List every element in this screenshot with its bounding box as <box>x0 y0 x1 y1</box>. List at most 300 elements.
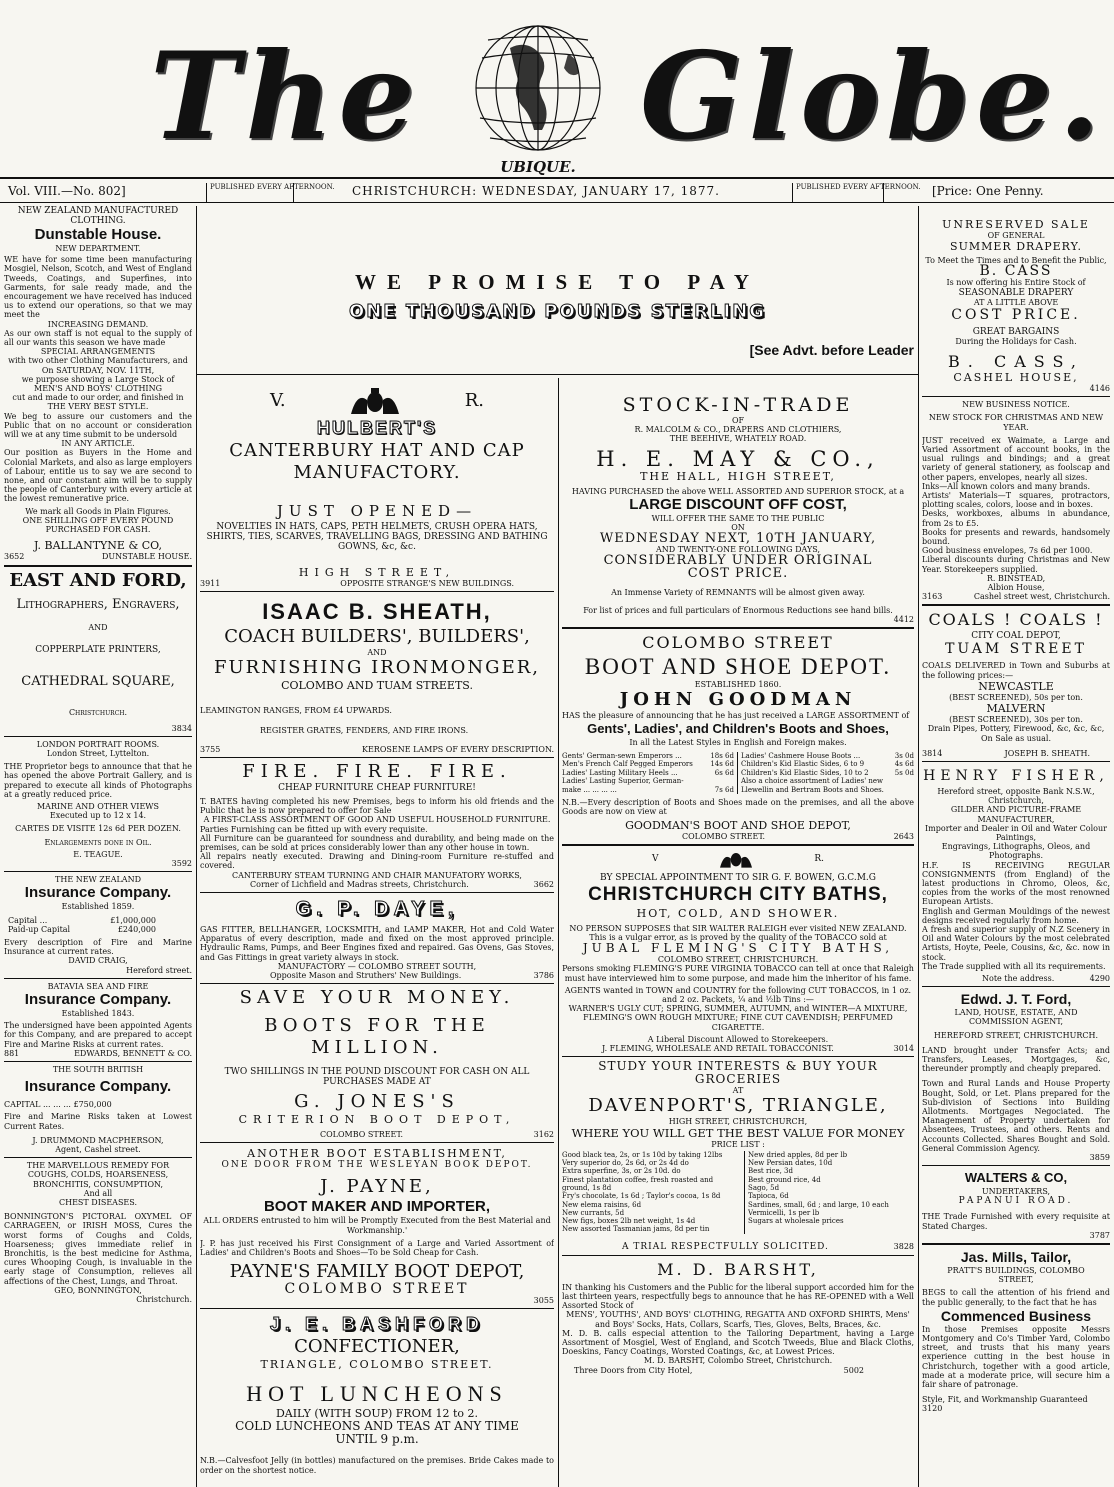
ad-number: 3120 <box>922 1404 943 1414</box>
paragraph: WE have for some time been manufacturing Mosgiel, Nelson, Scotch, and West of England Tweeds, Coatings, and Superfines, into Garments, for sale ready made, and the encouragement we have received has induced us to extend our operations, so that we may meet the <box>4 255 192 320</box>
line: Agent, Cashel street. <box>55 1145 141 1154</box>
price-item: New elema raisins, 6d <box>562 1200 642 1209</box>
paragraph: Artists' Materials—T squares, protractors, plotting scales, colors, loose and in boxes. <box>922 491 1110 510</box>
line: JUST OPENED— <box>276 502 478 520</box>
line: PRATT'S BUILDINGS, COLOMBO <box>947 1266 1085 1276</box>
line: WILL OFFER THE SAME TO THE PUBLIC <box>651 513 825 523</box>
ad-heading: Dunstable House. <box>34 226 162 243</box>
ad-stock-in-trade <box>562 394 914 624</box>
promise-line-2: ONE THOUSAND POUNDS STERLING <box>348 301 767 322</box>
paragraph: TWO SHILLINGS IN THE POUND DISCOUNT FOR CASH ON ALL PURCHASES MADE AT <box>224 1067 530 1088</box>
line: OF <box>731 416 745 425</box>
line: London Street, Lyttelton. <box>46 748 150 758</box>
line: PURCHASED FOR CASH. <box>45 525 151 535</box>
line: Engravings, Lithographs, Oleos, and Photographs. <box>941 842 1091 861</box>
price-value: 7s 6d <box>714 785 734 794</box>
line: B. CASS <box>979 263 1053 280</box>
ad-number: 2643 <box>893 831 914 841</box>
line: NEW ZEALAND MANUFACTURED <box>17 206 179 216</box>
price-item: New currants, 5d <box>562 1208 625 1217</box>
line: BRONCHITIS, CONSUMPTION, <box>32 1179 164 1189</box>
price-item: Ladies' Lasting Military Heels ... <box>562 768 678 777</box>
ad-number: 3834 <box>171 723 192 733</box>
price-item: Ladies' Lasting Superior, German- <box>562 777 684 786</box>
line: ANOTHER BOOT ESTABLISHMENT, <box>247 1147 507 1161</box>
ad-number: 4146 <box>1089 384 1110 394</box>
line: MANUFACTORY — COLOMBO STREET SOUTH, <box>277 961 477 971</box>
paragraph: Liberal discounts during Christmas and New Year. Storekeepers supplied. <box>922 555 1110 574</box>
line: THE VERY BEST STYLE. <box>47 402 149 412</box>
line: CARTES DE VISITE 12s 6d PER DOZEN. <box>15 824 181 834</box>
royal-crest-icon <box>714 849 758 869</box>
ad-g-p-daye <box>200 896 554 980</box>
line: HOT, COLD, AND SHOWER. <box>636 906 840 920</box>
ad-g-jones <box>200 987 554 1139</box>
paragraph: All Furniture can be guaranteed for soundness and durability, and being made on the premises, can be sold at prices considerably lower than any other house in town. <box>200 833 554 853</box>
masthead-title-right: Globe. <box>640 26 1107 167</box>
paragraph: M. D. B. calls especial attention to the Tailoring Department, having a Large Assortment of Mosgiel, West of England, and Scotch Tweeds, Blue and Black Cloths, Doeskins, Fancy Coatings, Worsted Coatings, &c, at Lowest Prices. <box>562 1328 914 1357</box>
line: Paid-up Capital <box>8 924 71 934</box>
column-rule-1 <box>196 206 197 1487</box>
line: CHEAP FURNITURE CHEAP FURNITURE! <box>278 783 476 794</box>
ad-henry-fisher <box>922 765 1110 983</box>
line: INCREASING DEMAND. <box>47 319 149 329</box>
paragraph: COALS DELIVERED in Town and Suburbs at the following prices:— <box>922 661 1110 680</box>
line: MANUFACTORY. <box>293 462 461 483</box>
paragraph: Persons smoking FLEMING'S PURE VIRGINIA TOBACCO can tell at once that Raleigh must have interviewed him to some purpose, and made him the inheritor of his fame. <box>562 964 914 983</box>
ad-heading: J. PAYNE, <box>320 1176 434 1198</box>
paragraph: We beg to assure our customers and the Public that on no account or consideration will we at any time submit to be undersold <box>4 411 192 440</box>
price-item: Tapioca, 6d <box>748 1192 789 1201</box>
paragraph: As our own staff is not equal to the supply of all our wants this season we have made <box>4 328 192 348</box>
line: AND <box>367 648 387 658</box>
line: Note the address. <box>982 973 1055 983</box>
line: CRITERION BOOT DEPOT, <box>238 1113 516 1127</box>
line: R. MALCOLM & CO., DRAPERS AND CLOTHIERS, <box>634 425 842 435</box>
line: Established 1843. <box>61 1008 135 1018</box>
line: TRIANGLE, COLOMBO STREET. <box>260 1358 494 1372</box>
line: MARINE AND OTHER VIEWS <box>36 801 160 811</box>
paragraph: JUST received ex Waimate, a Large and Varied Assortment of account books, in the usual rulings and bindings; and a great variety of general stationery, as foolscap and other papers, envelopes, nearly all sizes. <box>922 435 1110 482</box>
line: Lithographers, Engravers, <box>16 596 180 612</box>
line: KEROSENE LAMPS OF EVERY DESCRIPTION. <box>361 744 554 754</box>
line: COLOMBO STREET <box>284 1281 470 1298</box>
rule-top <box>0 177 1114 179</box>
published-notice-right: PUBLISHED EVERY AFTERNOON. <box>792 183 884 203</box>
line: COACH BUILDERS', BUILDERS', <box>224 626 530 648</box>
price-item: Finest plantation coffee, fresh roasted and ground, 1s 8d <box>562 1175 714 1192</box>
paragraph: Our position as Buyers in the Home and Colonial Markets, and also as large employers of Labour, entitle us to say we are second to none, and our constant aim will be to supply the people of Canterbury with every article at the lowest remunerative price. <box>4 448 192 504</box>
ad-heading: Insurance Company. <box>24 1078 172 1096</box>
line: UNTIL 9 p.m. <box>335 1432 419 1447</box>
line: Christchurch. <box>136 1295 192 1305</box>
price-value: 6s 6d <box>714 768 734 777</box>
ad-signature: JOSEPH B. SHEATH. <box>1004 748 1090 758</box>
line: PAPANUI ROAD. <box>958 1196 1074 1207</box>
paragraph: Desks, workboxes, albums in abundance, from 2s to £5. <box>922 509 1110 528</box>
ad-number: 3911 <box>200 579 221 588</box>
paragraph: IN thanking his Customers and the Public for the liberal support accorded him for the last thirteen years, respectfully begs to announce that he has RE-OPENED with a Well Assorted Stock of <box>562 1282 914 1311</box>
ad-signature: R. BINSTEAD, <box>986 573 1046 583</box>
line: A Liberal Discount Allowed to Storekeepers. <box>647 1034 829 1044</box>
line: we purpose showing a Large Stock of <box>21 374 175 384</box>
line: cut and made to our order, and finished in <box>12 393 184 403</box>
line: Gents', Ladies', and Children's Boots and Shoes, <box>587 721 889 737</box>
line: BY SPECIAL APPOINTMENT TO SIR G. F. BOWEN, G.C.M.G <box>600 872 876 883</box>
ad-jas-mills-tailor <box>922 1248 1110 1414</box>
paragraph: MENS', YOUTHS', AND BOYS' CLOTHING, REGATTA AND OXFORD SHIRTS, Mens' and Boys' Socks, Hats, Collars, Scarfs, Ties, Gloves, Belts, Braces, &c. <box>566 1310 910 1329</box>
ad-dunstable-house <box>4 206 192 562</box>
line: COST PRICE. <box>687 566 789 582</box>
price-item: Best ground rice, 4d <box>748 1175 821 1184</box>
paragraph: THE Trade Furnished with every requisite at Stated Charges. <box>922 1212 1110 1231</box>
line: Enlargements done in Oil. <box>44 837 152 847</box>
paragraph: LAND brought under Transfer Acts; and Transfers, Leases, Mortgages, &c, thereunder promptly and cheaply prepared. <box>922 1045 1110 1074</box>
price-item: Men's French Calf Pegged Emperors <box>562 760 693 769</box>
line: JOHN GOODMAN <box>619 689 857 711</box>
ad-number: 881 <box>4 1048 20 1058</box>
price-item: New dried apples, 8d per lb <box>748 1150 848 1159</box>
line: COLOMBO AND TUAM STREETS. <box>281 679 473 693</box>
line: Opposite Mason and Struthers' New Buildings. <box>270 971 462 981</box>
line: NEWCASTLE <box>978 679 1054 693</box>
paragraph: Inks—All known colors and many brands. <box>922 481 1090 491</box>
paragraph: Good business envelopes, 7s 6d per 1000. <box>922 546 1093 556</box>
ad-number: 3787 <box>1089 1230 1110 1240</box>
ad-j-e-bashford <box>200 1312 554 1474</box>
line: CLOTHING. <box>70 216 126 226</box>
line: GILDER AND PICTURE-FRAME MANUFACTURER, <box>950 805 1082 824</box>
line: Is now offering his Entire Stock of <box>946 278 1086 288</box>
line: FURNISHING IRONMONGER, <box>214 657 540 679</box>
price-item: New figs, boxes 2lb net weight, 1s 4d <box>562 1217 696 1226</box>
line: LAND, HOUSE, ESTATE, AND <box>954 1008 1078 1018</box>
line: And all <box>83 1188 113 1198</box>
ad-number: 3652 <box>4 552 25 562</box>
paragraph: Parties Furnishing can be fitted up with every requisite. <box>200 824 428 834</box>
line: A FIRST-CLASS ASSORTMENT OF GOOD AND USEFUL HOUSEHOLD FURNITURE. <box>203 815 551 825</box>
ad-heading: COALS ! COALS ! <box>928 610 1104 630</box>
masthead <box>0 0 1114 178</box>
promise-banner <box>197 206 918 374</box>
line: Style, Fit, and Workmanship Guaranteed <box>922 1395 1088 1405</box>
ad-hulberts <box>200 380 554 588</box>
paragraph: BONNINGTON'S PICTORAL OXYMEL OF CARRAGEEN, or IRISH MOSS, Cures the worst forms of Coughs and Colds, Hoarseness; gives immediate relief in Bronchitis, is the best medicine for Asthma, cures Whooping Cough, is invaluable in the early stage of Consumption, relieves all affections of the Chest, Lungs, and Throat. <box>4 1212 192 1286</box>
price-item: Sardines, small, 6d ; and large, 10 each <box>748 1200 889 1209</box>
price-item: Gents' German-sewn Emperors ... <box>562 751 682 760</box>
ad-heading: EAST AND FORD, <box>9 569 187 591</box>
line: SEASONABLE DRAPERY <box>958 287 1074 298</box>
paragraph: The Trade supplied with all its requirements. <box>922 961 1106 971</box>
ad-signature: EDWARDS, BENNETT & CO. <box>74 1048 192 1058</box>
line: To Meet the Times and to Benefit the Public, <box>925 256 1107 266</box>
line: BATAVIA SEA AND FIRE <box>47 981 149 991</box>
price-item: Vermicelli, 1s per lb <box>748 1208 820 1217</box>
paragraph: In those Premises opposite Messrs Montgomery and Co's Timber Yard, Colombo street, and trusts that his many years experience cutting in the best house in Christchurch, together with a good article, made at a moderate price, will secure him a fair share of patronage. <box>922 1324 1110 1390</box>
globe-motto: UBIQUE. <box>500 158 576 176</box>
promise-line-1: WE PROMISE TO PAY <box>354 270 761 294</box>
line: CITY COAL DEPOT, <box>971 631 1061 642</box>
line: THE BEEHIVE, WHATELY ROAD. <box>669 434 807 444</box>
ad-j-payne <box>200 1147 554 1305</box>
line: LEAMINGTON RANGES, FROM £4 UPWARDS. <box>200 706 392 716</box>
ad-heading: Insurance Company. <box>24 884 172 902</box>
line: On SATURDAY, NOV. 11TH, <box>41 365 155 375</box>
ad-signature: J. BALLANTYNE & CO, <box>33 539 163 553</box>
paragraph: A fresh and superior supply of N.Z Scenery in Oil and Water Colours by the most celebrated Artists, Hoyte, Peele, Cousins, &c, &c. now in stock. <box>922 924 1110 962</box>
paragraph: Fire and Marine Risks taken at Lowest Current Rates. <box>4 1112 192 1131</box>
line: During the Holidays for Cash. <box>955 336 1077 346</box>
paragraph: AGENTS wanted in TOWN and COUNTRY for the following CUT TOBACCOS, in 1 oz. and 2 oz. Packets, ¼ and ½lb Tins :— <box>564 985 912 1004</box>
ad-south-british-insurance <box>4 1065 192 1154</box>
line: H. E. MAY & CO., <box>596 446 880 471</box>
line: IN ANY ARTICLE. <box>61 439 135 449</box>
ad-signature: J. DRUMMOND MACPHERSON, <box>32 1135 164 1145</box>
ad-heading: HULBERT'S <box>316 418 438 438</box>
price: [Price: One Penny. <box>932 184 1044 198</box>
line: CANTERBURY STEAM TURNING AND CHAIR MANUFATORY WORKS, <box>232 870 522 880</box>
line: We mark all Goods in Plain Figures. <box>25 506 171 516</box>
ad-b-cass <box>922 218 1110 393</box>
line: An Immense Variety of REMNANTS will be almost given away. <box>611 588 865 598</box>
line: GOODMAN'S BOOT AND SHOE DEPOT, <box>625 818 851 832</box>
ad-heading: WALTERS & CO, <box>964 1170 1068 1186</box>
ad-number: 3786 <box>533 971 554 981</box>
line: HIGH STREET, CHRISTCHURCH, <box>668 1117 808 1127</box>
boot-price-list <box>562 752 914 795</box>
ad-heading: FIRE. FIRE. FIRE. <box>242 761 512 783</box>
line: HIGH STREET, <box>298 566 456 579</box>
line: B. CASS, <box>948 352 1084 372</box>
ad-new-zealand-insurance <box>4 875 192 975</box>
line: Executed up to 12 x 14. <box>49 811 147 821</box>
price-item: Sugars at wholesale prices <box>748 1217 844 1226</box>
column-3 <box>562 380 914 1487</box>
ad-number: 3828 <box>893 1241 914 1251</box>
paragraph: H.F. IS RECEIVING REGULAR CONSIGNMENTS (from England) of the latest productions in Chromo, Oleos, &c, copies from the works of the most renowned European Artists. <box>922 860 1110 907</box>
line: CAPITAL ... ... ... £750,000 <box>4 1100 112 1110</box>
line: MEN'S AND BOYS' CLOTHING <box>34 384 162 394</box>
line: ESTABLISHED 1860. <box>694 680 782 690</box>
price-item: Fry's chocolate, 1s 6d ; Taylor's cocoa, 1s 8d <box>562 1192 721 1201</box>
column-4 <box>922 206 1110 1487</box>
paragraph: NOVELTIES IN HATS, CAPS, PETH HELMETS, CRUSH OPERA HATS, SHIRTS, TIES, SCARVES, TRAVELLING BAGS, DRESSING AND BATHING GOWNS, &c, &c. <box>206 522 548 552</box>
ad-t-bates-furniture <box>200 761 554 889</box>
price-value: 5s 0d <box>894 768 914 777</box>
line: CONFECTIONER, <box>294 1336 460 1358</box>
line: OF GENERAL <box>987 231 1045 240</box>
ad-number: 3163 <box>922 592 943 602</box>
column-1 <box>4 206 192 1487</box>
line: Hereford street. <box>126 965 192 975</box>
price-item: make ... ... ... ... <box>562 785 617 794</box>
line: CASHEL HOUSE, <box>953 371 1079 385</box>
paragraph: NO PERSON SUPPOSES that SIR WALTER RALEIGH ever visited NEW ZEALAND. This is a vulgar error, as is proved by the quality of the TOBACCO sold at <box>569 923 907 942</box>
line: HOT LUNCHEONS <box>246 1381 508 1407</box>
line: STUDY YOUR INTERESTS & BUY YOUR GROCERIES <box>598 1059 878 1087</box>
paragraph: English and German Mouldings of the newest designs received regularly from home. <box>922 906 1110 925</box>
line: BOOT MAKER AND IMPORTER, <box>263 1198 491 1216</box>
masthead-title-left: The <box>150 26 421 167</box>
paragraph: THE Proprietor begs to announce that that he has opened the above Portrait Gallery, and is prepared to execute all kinds of Photographs at a greatly reduced price. <box>4 762 192 799</box>
line: £240,000 <box>117 924 156 934</box>
ad-signature: J. FLEMING, WHOLESALE AND RETAIL TOBACCONIST. <box>602 1043 834 1053</box>
price-item: New assorted Tasmanian jams, 8d per tin <box>562 1225 710 1234</box>
ad-signature: M. D. BARSHT, Colombo Street, Christchurch. <box>643 1356 833 1366</box>
volume-number: Vol. VIII.—No. 802] <box>8 184 126 198</box>
line: In all the Latest Styles in English and Foreign makes. <box>629 738 847 748</box>
line: ONE SHILLING OFF EVERY POUND <box>22 515 174 525</box>
line: WHERE YOU WILL GET THE BEST VALUE FOR MONEY <box>571 1125 905 1140</box>
line: NEW DEPARTMENT. <box>55 244 141 253</box>
ad-heading: LONDON PORTRAIT ROOMS. <box>36 739 160 749</box>
column-rule-3 <box>918 206 919 1487</box>
ad-heading: M. D. BARSHT, <box>657 1259 819 1279</box>
ad-heading: Jas. Mills, Tailor, <box>960 1249 1072 1266</box>
line: STREET, <box>998 1275 1034 1285</box>
price-value: 14s 6d <box>710 760 734 769</box>
price-item: Children's Kid Elastic Sides, 10 to 2 <box>741 768 869 777</box>
price-value: 3s 0d <box>894 751 914 760</box>
ad-heading: J. E. BASHFORD <box>269 1314 485 1335</box>
ad-heading: DAVENPORT'S, TRIANGLE, <box>588 1095 888 1117</box>
ad-number: 3755 <box>200 744 221 754</box>
ad-number: 3662 <box>533 879 554 889</box>
ad-number: 3814 <box>922 748 943 758</box>
ad-heading: BOOT AND SHOE DEPOT. <box>584 654 892 680</box>
column-2 <box>200 380 554 1487</box>
line: COLOMBO STREET, CHRISTCHURCH. <box>657 955 819 965</box>
line: Hereford street, opposite Bank N.S.W., Christchurch, <box>937 786 1095 806</box>
line: PAYNE'S FAMILY BOOT DEPOT, <box>229 1261 525 1283</box>
ad-signature: E. TEAGUE. <box>73 849 123 859</box>
rule-under-banner <box>196 374 918 375</box>
price-item: Also a choice assortment of Ladies' new <box>741 777 884 786</box>
line: Three Doors from City Hotel, <box>574 1365 693 1375</box>
line: AT A LITTLE ABOVE <box>973 297 1059 307</box>
line: THE HALL, HIGH STREET, <box>640 469 836 483</box>
ad-portrait-rooms <box>4 740 192 868</box>
ad-heading: ISAAC B. SHEATH, <box>262 599 492 625</box>
ad-heading: SAVE YOUR MONEY. <box>239 987 515 1009</box>
promise-line-3: [See Advt. before Leader <box>749 342 914 358</box>
ad-heading: Edwd. J. T. Ford, <box>960 991 1072 1008</box>
ad-signature: GEO, BONNINGTON, <box>54 1285 142 1295</box>
line: V. <box>270 390 286 411</box>
line: TUAM STREET <box>945 641 1087 658</box>
price-item: Very superior do, 2s 6d, or 2s 4d do <box>562 1159 689 1168</box>
globe-emblem-icon <box>438 18 638 183</box>
ad-number: 3055 <box>533 1296 554 1306</box>
ad-number: 3162 <box>533 1130 554 1140</box>
line: JUBAL FLEMING'S CITY BATHS, <box>582 941 894 956</box>
line: R. <box>814 853 824 864</box>
ad-heading: Insurance Company. <box>24 990 172 1008</box>
line: AND <box>88 622 108 632</box>
ad-heading: HENRY FISHER, <box>923 767 1109 784</box>
line: Capital ... <box>8 915 48 925</box>
ad-city-coal-depot <box>922 609 1110 757</box>
paragraph: WARNER'S UGLY CUT; SPRING, SUMMER, AUTUMN, and WINTER—A MIXTURE, FLEMING'S OWN ROUGH MIXTURE; FINE CUT CAVENDISH; PERFUMED CIGARETTE. <box>568 1004 908 1032</box>
ad-signature: DAVID CRAIG, <box>68 956 128 966</box>
line: COMMISSION AGENT, <box>968 1017 1063 1027</box>
line: V <box>652 853 659 864</box>
ad-east-and-ford <box>4 570 192 733</box>
line: COPPERPLATE PRINTERS, <box>35 644 161 655</box>
ad-heading: NEW BUSINESS NOTICE. <box>962 400 1070 410</box>
paragraph: T. BATES having completed his new Premises, begs to inform his old friends and the Public that he is now prepared to offer for Sale <box>200 797 554 816</box>
ad-edwd-ford <box>922 990 1110 1162</box>
price-item: Sago, 5d <box>748 1183 780 1192</box>
ad-number: 5002 <box>843 1365 864 1375</box>
line: A TRIAL RESPECTFULLY SOLICITED. <box>622 1241 829 1252</box>
ad-number: 3592 <box>171 858 192 868</box>
ad-goodman-boot-depot <box>562 632 914 841</box>
line: REGISTER GRATES, FENDERS, AND FIRE IRONS. <box>260 725 469 735</box>
price-item: Extra superfine, 3s, or 2s 10d. do <box>562 1167 681 1176</box>
price-item: New Persian dates, 10d <box>748 1159 833 1168</box>
line: NEW STOCK FOR CHRISTMAS AND NEW YEAR. <box>928 413 1104 432</box>
paragraph: Town and Rural Lands and House Property Bought, Sold, or Let. Plans prepared for the Sub-division of Sections into Building Allotments. Mortgages Negociated. The Management of Property undertaken for Absentees, Trustees, and others. Rents and Accounts Collected. Shares Bought and Sold. General Commission Agency. <box>922 1079 1110 1153</box>
ad-heading: G. P. DAYE, <box>295 898 459 921</box>
line: Commenced Business <box>940 1307 1092 1324</box>
line: Albion House, <box>987 583 1045 593</box>
line: CANTERBURY HAT AND CAP <box>229 440 525 461</box>
paragraph: GAS FITTER, BELLHANGER, LOCKSMITH, and LAMP MAKER, Hot and Cold Water Apparatus of every description, made and fixed on the most approved principle. Hydraulic Rams, Pumps, and Beer Engines fixed and repaired. Gas Ovens, Gas Stoves, and Gas Fittings in great variety always in stock. <box>200 925 554 962</box>
ad-number: 3859 <box>1089 1153 1110 1163</box>
line: DUNSTABLE HOUSE. <box>101 552 192 562</box>
place-date: CHRISTCHURCH: WEDNESDAY, JANUARY 17, 1877. <box>352 184 720 198</box>
line: COST PRICE. <box>951 306 1081 323</box>
paragraph: J. P. has just received his First Consignment of a Large and Varied Assortment of Ladies' and Children's Boots and Shoes—To be Sold Cheap for Cash. <box>200 1238 554 1258</box>
line: COLOMBO STREET <box>642 633 834 653</box>
published-notice-left: PUBLISHED EVERY AFTERNOON. <box>206 183 294 203</box>
paragraph: HAS the pleasure of announcing that he has just received a LARGE ASSORTMENT of <box>562 711 910 721</box>
line: (BEST SCREENED), 30s per ton. <box>949 715 1083 725</box>
paragraph: BEGS to call the attention of his friend and the public generally, to the fact that he has <box>922 1288 1110 1307</box>
line: COLOMBO STREET. <box>320 1130 404 1140</box>
line: Established 1859. <box>61 902 135 912</box>
line: GREAT BARGAINS <box>972 326 1060 337</box>
ad-barsht <box>562 1259 914 1375</box>
line: Corner of Lichfield and Madras streets, Christchurch. <box>250 879 469 889</box>
line: HEREFORD STREET, CHRISTCHURCH. <box>933 1030 1099 1040</box>
paragraph: N.B.—Calvesfoot Jelly (in bottles) manufactured on the premises. Bride Cakes made to order on the shortest notice. <box>200 1456 554 1475</box>
line: ON <box>731 523 745 533</box>
column-rule-2 <box>558 378 559 1487</box>
ad-number: 3014 <box>893 1043 914 1053</box>
paragraph: N.B.—Every description of Boots and Shoes made on the premises, and all the above Goods are now on view at <box>562 798 914 817</box>
price-value: 18s 6d <box>710 751 734 760</box>
ad-davenports <box>562 1060 914 1252</box>
paragraph: HAVING PURCHASED the above WELL ASSORTED AND SUPERIOR STOCK, at a <box>571 486 905 496</box>
line: AT <box>732 1086 744 1096</box>
paragraph: Books for presents and rewards, handsomely bound. <box>922 527 1110 547</box>
line: CHEST DISEASES. <box>58 1198 138 1208</box>
ad-heading: CHRISTCHURCH CITY BATHS, <box>588 883 888 905</box>
line: £1,000,000 <box>110 915 156 925</box>
line: WEDNESDAY NEXT, 10TH JANUARY, <box>599 531 877 547</box>
ad-isaac-sheath <box>200 598 554 754</box>
ad-number: 4290 <box>1089 973 1110 983</box>
line: Cashel street west, Christchurch. <box>973 592 1110 602</box>
line: For list of prices and full particulars of Enormous Reductions see hand bills. <box>583 605 893 615</box>
line: UNRESERVED SALE <box>942 218 1090 231</box>
line: with two other Clothing Manufacturers, and <box>8 356 188 366</box>
line: AND TWENTY-ONE FOLLOWING DAYS, <box>655 545 820 555</box>
line: COLOMBO STREET. <box>682 831 766 841</box>
price-item: Children's Kid Elastic Sides, 6 to 9 <box>741 760 865 769</box>
